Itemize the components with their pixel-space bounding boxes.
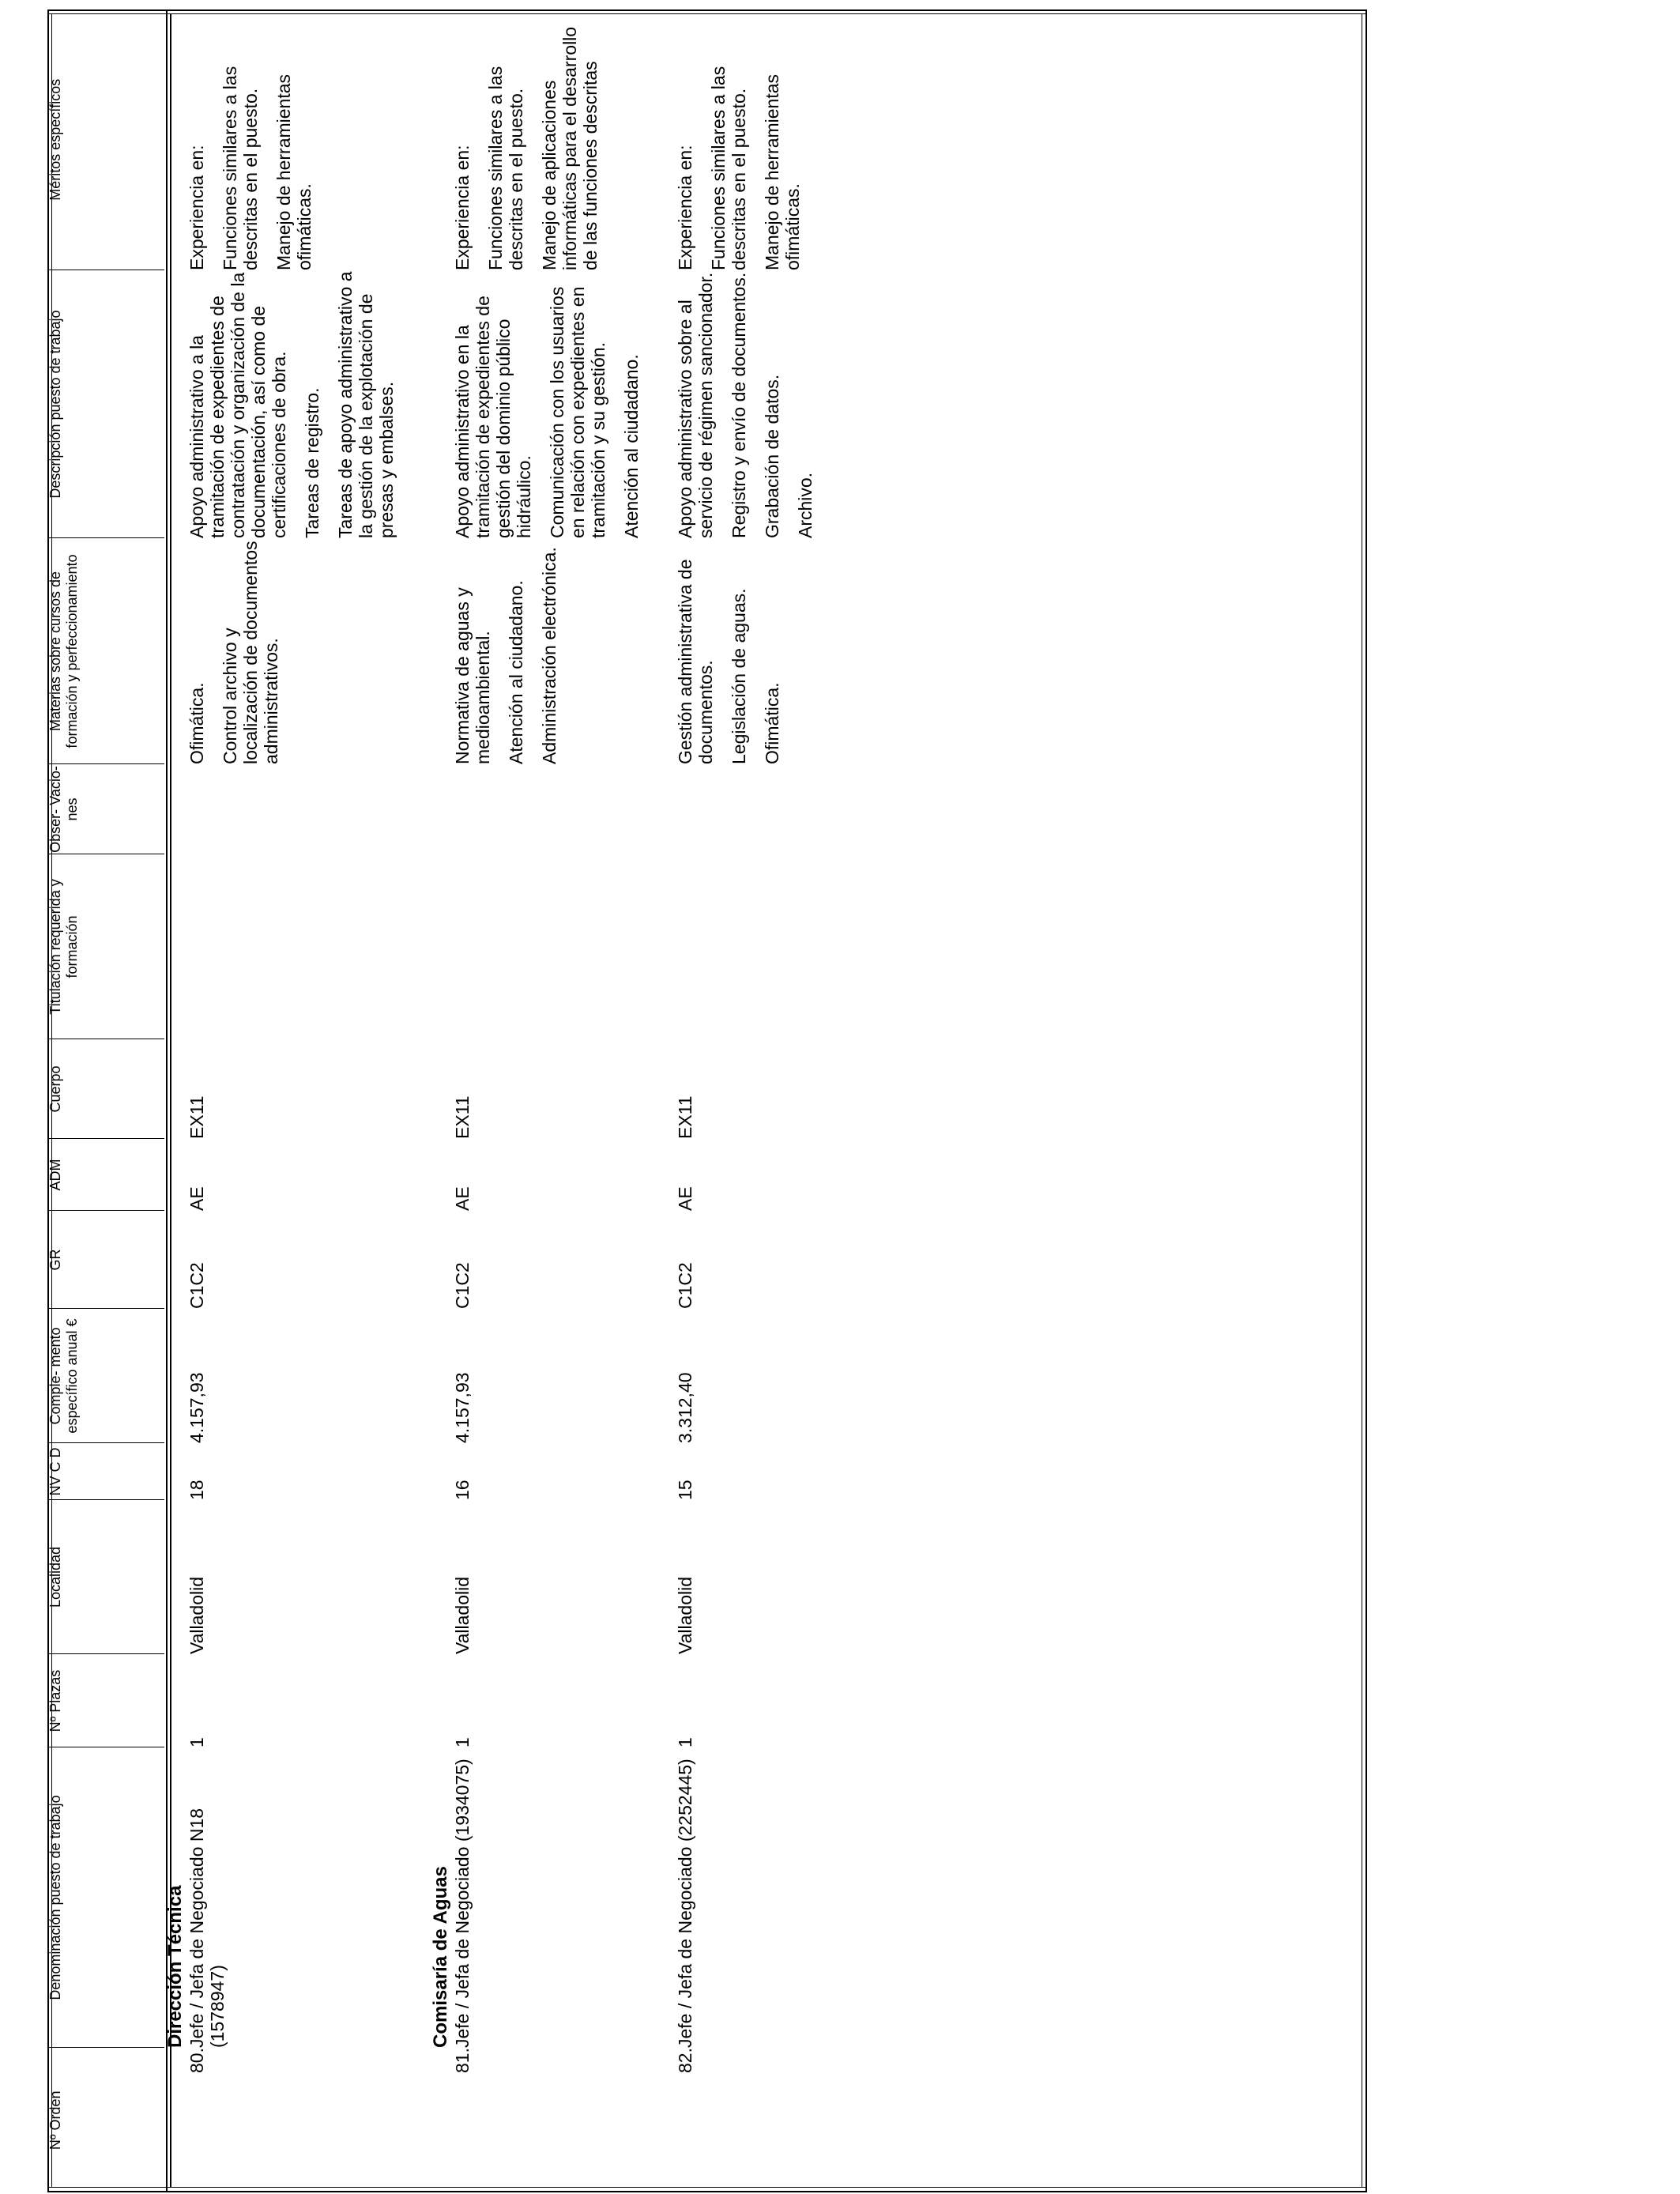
descripcion-item: Registro y envío de documentos.	[729, 272, 749, 538]
col-header-denominacion: Denominación puesto de trabajo	[47, 1747, 164, 2048]
cell-localidad: Valladolid	[186, 1576, 207, 1654]
cell-nvcd: 18	[186, 1480, 207, 1500]
cell-materias	[186, 538, 409, 764]
section-spacer	[164, 2048, 186, 2192]
cell-plazas: 1	[675, 1737, 695, 1747]
col-header-descripcion: Descripción puesto de trabajo	[47, 270, 164, 538]
cell-orden: 81.	[452, 2048, 473, 2073]
descripcion-item: Apoyo administrativo sobre al servicio de régimen sancionador.	[675, 272, 716, 538]
table-header-row	[47, 9, 164, 2192]
meritos-item: Manejo de aplicaciones informáticas para el desarrollo de las funciones descritas	[539, 26, 601, 270]
cell-plazas: 1	[186, 1737, 207, 1747]
descripcion-item: Atención al ciudadano.	[621, 354, 642, 538]
materias-item: Administración electrónica.	[539, 547, 559, 764]
section-row	[164, 9, 186, 2192]
meritos-item: Experiencia en:	[186, 145, 207, 270]
frame-right-outer	[1365, 9, 1367, 2192]
cell-observaciones	[186, 764, 409, 854]
cell-plazas: 1	[452, 1737, 473, 1747]
cell-adm: AE	[452, 1186, 473, 1211]
row-gap	[409, 9, 430, 2192]
cell-titulacion	[452, 854, 654, 1039]
cell-titulacion	[186, 854, 409, 1039]
cell-gr: C1C2	[452, 1262, 473, 1309]
cell-orden: 80.	[186, 2048, 207, 2073]
table-row	[186, 9, 409, 2192]
cell-descripcion	[186, 270, 409, 538]
cell-cuerpo: EX11	[675, 1095, 695, 1139]
cell-nvcd: 16	[452, 1480, 473, 1500]
cell-denominacion: Jefe / Jefa de Negociado (2252445)	[675, 1759, 695, 2048]
col-header-complemento: Comple- mento específico anual €	[47, 1309, 164, 1443]
descripcion-item: Comunicación con los usuarios en relación con expedientes en tramitación y su gestión.	[547, 286, 608, 538]
gap-cell	[409, 2048, 430, 2192]
col-header-gr: GR	[47, 1211, 164, 1309]
table-row	[675, 9, 828, 2192]
cell-observaciones	[452, 764, 654, 854]
meritos-item: Funciones similares a las descritas en el puesto.	[708, 66, 749, 270]
meritos-item: Manejo de herramientas ofimáticas.	[273, 74, 315, 270]
cell-gr: C1C2	[675, 1262, 695, 1309]
descripcion-item: Apoyo administrativo en la tramitación de expedientes de gestión del dominio público hidráulico.	[452, 296, 534, 538]
gap-cell	[828, 2048, 849, 2192]
col-header-materias: Materias sobre cursos de formación y perfeccionamiento	[47, 538, 164, 764]
cell-cuerpo: EX11	[186, 1095, 207, 1139]
materias-item: Legislación de aguas.	[729, 588, 749, 764]
cell-meritos	[675, 9, 828, 270]
meritos-item: Experiencia en:	[452, 145, 473, 270]
cell-denominacion: Jefe / Jefa de Negociado N18 (1578947)	[186, 1808, 228, 2048]
section-spacer	[430, 2048, 452, 2192]
cell-adm: AE	[186, 1186, 207, 1211]
gap-cell	[654, 2048, 675, 2192]
cell-observaciones	[675, 764, 828, 854]
meritos-item: Experiencia en:	[675, 145, 695, 270]
descripcion-item: Archivo.	[795, 472, 816, 538]
materias-item: Ofimática.	[762, 682, 782, 764]
section-title: Dirección Técnica	[164, 1885, 186, 2048]
cell-orden: 82.	[675, 2048, 695, 2073]
col-header-nvcd: NV C D	[47, 1443, 164, 1500]
col-header-localidad: Localidad	[47, 1500, 164, 1654]
materias-item: Atención al ciudadano.	[506, 580, 526, 764]
materias-item: Control archivo y localización de documentos administrativos.	[220, 541, 281, 764]
col-header-plazas: Nº Plazas	[47, 1654, 164, 1747]
table-body	[164, 9, 849, 2192]
materias-item: Normativa de aguas y medioambiental.	[452, 587, 493, 764]
cell-materias	[452, 538, 654, 764]
materias-item: Gestión administrativa de documentos.	[675, 559, 716, 764]
cell-complemento: 4.157,93	[186, 1372, 207, 1443]
descripcion-item: Tareas de registro.	[302, 387, 322, 538]
col-header-adm: ADM	[47, 1139, 164, 1211]
meritos-item: Funciones similares a las descritas en el puesto.	[220, 66, 261, 270]
cell-titulacion	[675, 854, 828, 1039]
cell-materias	[675, 538, 828, 764]
meritos-item: Manejo de herramientas ofimáticas.	[762, 74, 803, 270]
section-row	[430, 9, 452, 2192]
descripcion-item: Grabación de datos.	[762, 374, 782, 538]
cell-meritos	[186, 9, 409, 270]
row-gap	[828, 9, 849, 2192]
cell-gr: C1C2	[186, 1262, 207, 1309]
cell-cuerpo: EX11	[452, 1095, 473, 1139]
cell-denominacion: Jefe / Jefa de Negociado (1934075)	[452, 1759, 473, 2048]
table-row	[452, 9, 654, 2192]
cell-localidad: Valladolid	[675, 1576, 695, 1654]
col-header-cuerpo: Cuerpo	[47, 1039, 164, 1139]
section-title: Comisaría de Aguas	[430, 1866, 451, 2048]
cell-localidad: Valladolid	[452, 1576, 473, 1654]
positions-table	[47, 9, 849, 2192]
cell-complemento: 3.312,40	[675, 1372, 695, 1443]
meritos-item: Funciones similares a las descritas en el puesto.	[485, 66, 526, 270]
materias-item: Ofimática.	[186, 682, 207, 764]
cell-nvcd: 15	[675, 1480, 695, 1500]
col-header-observaciones: Obser- Vacio- nes	[47, 764, 164, 854]
cell-descripcion	[675, 270, 828, 538]
descripcion-item: Apoyo administrativo a la tramitación de expedientes de contratación y organización de la documentación, así como de certificaciones de obra.	[186, 272, 289, 538]
col-header-orden: Nº Orden	[47, 2090, 63, 2151]
cell-adm: AE	[675, 1186, 695, 1211]
descripcion-item: Tareas de apoyo administrativo a la gestión de la explotación de presas y embalses.	[335, 271, 397, 538]
cell-complemento: 4.157,93	[452, 1372, 473, 1443]
col-header-titulacion: Titulación requerida y formación	[47, 854, 164, 1039]
row-gap	[654, 9, 675, 2192]
rotated-table-wrapper	[47, 9, 1365, 2192]
cell-meritos	[452, 9, 654, 270]
col-header-meritos: Méritos específicos	[47, 9, 164, 270]
cell-descripcion	[452, 270, 654, 538]
